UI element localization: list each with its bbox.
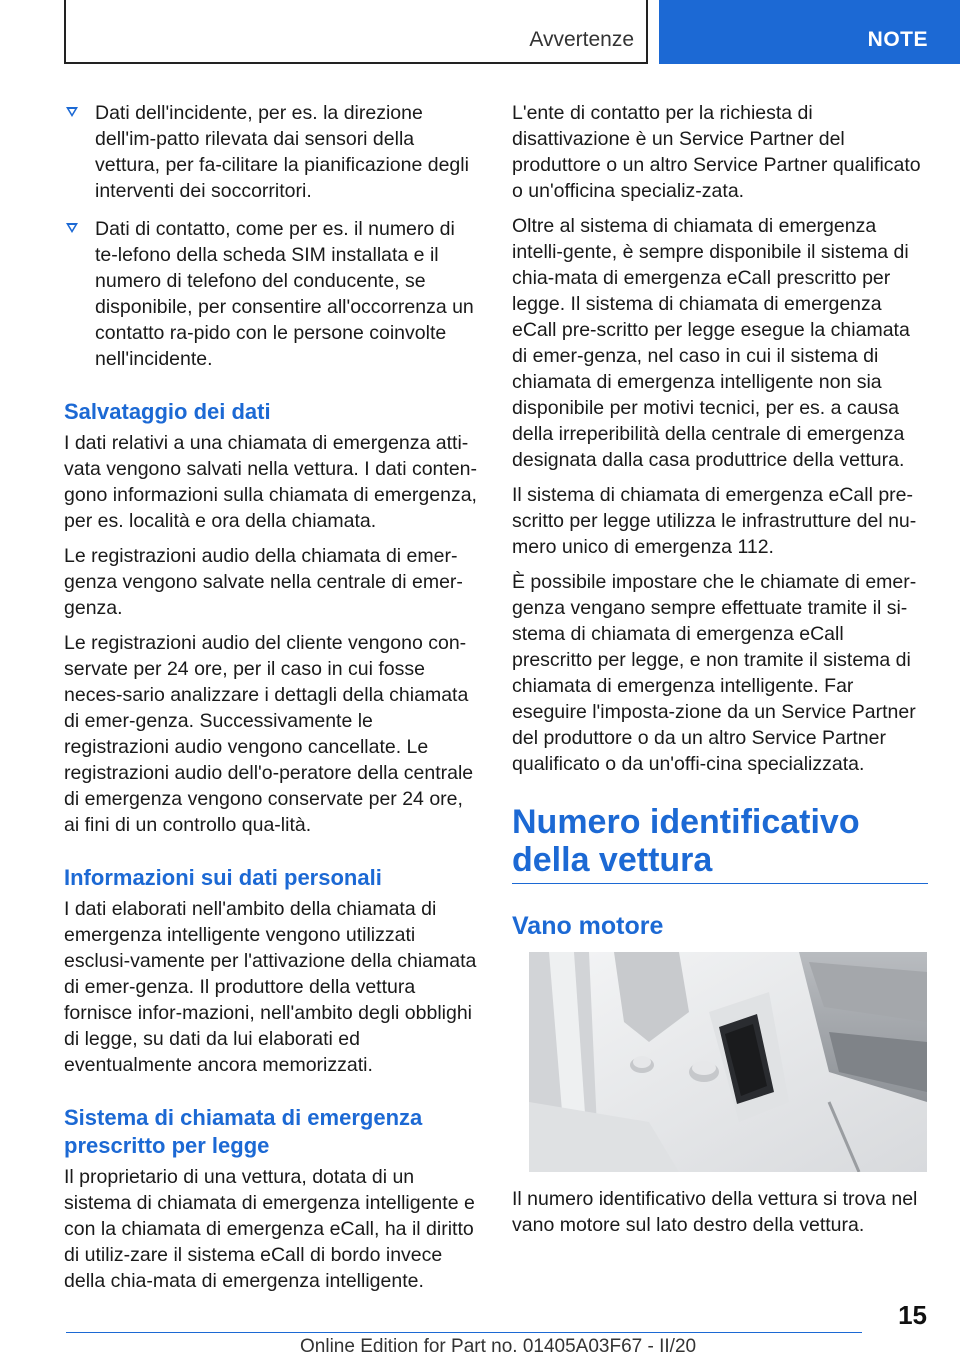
photo-caption: Il numero identificativo della vettura si trova nel vano motore sul lato destro della vettura. (512, 1188, 918, 1236)
bullet-triangle-icon (66, 223, 78, 233)
header-tab-label: NOTE (867, 28, 928, 51)
bullet-triangle-icon (66, 107, 78, 117)
left-column (64, 100, 478, 1303)
footer-divider (66, 1332, 862, 1333)
header-section-title: Avvertenze (529, 28, 634, 51)
engine-bay-photo (529, 952, 927, 1172)
list-item-text: Dati di contatto, come per es. il numero di te-lefono della scheda SIM installata e il numero di telefono del conducente, se disponibile, per consentire all'occorrenza un contatto ra-pido con le persone coinvolte nell'incidente. (95, 218, 474, 370)
heading-sistema: Sistema di chiamata di emergenza prescritto per legge (64, 1105, 423, 1158)
header-section-box (64, 0, 648, 64)
paragraph: Oltre al sistema di chiamata di emergenza intelli-gente, è sempre disponibile il sistema di chia-mata di emergenza eCall prescritto per legge. Il sistema di chiamata di emergenza eCall pre-scritto per legge esegue la chiamata di emer-genza, nel caso in cui il sistema di chiamata di emergenza intelligente non sia disponibile per motivi tecnici, per es. a causa della irreperibilità della centrale di emergenza designata dalla casa produttrice della vettura. (512, 215, 910, 471)
list-item (64, 216, 478, 372)
right-column (512, 100, 928, 1247)
page-number: 15 (898, 1300, 927, 1330)
heading-numero-identificativo: Numero identificativo della vettura (512, 803, 928, 884)
heading-salvataggio: Salvataggio dei dati (64, 399, 271, 424)
list-item (64, 100, 478, 204)
paragraph: Le registrazioni audio della chiamata di emer-genza vengono salvate nella centrale di emer-genza. (64, 545, 463, 619)
heading-informazioni: Informazioni sui dati personali (64, 865, 382, 890)
heading-vano-motore: Vano motore (512, 912, 664, 940)
paragraph: Il sistema di chiamata di emergenza eCall pre-scritto per legge utilizza le infrastrutture del nu-mero unico di emergenza 112. (512, 484, 917, 558)
paragraph: I dati relativi a una chiamata di emergenza atti-vata vengono salvati nella vettura. I dati conten-gono informazioni sulla chiamata di emergenza, per es. località e ora della chiamata. (64, 432, 478, 532)
footer-edition: Online Edition for Part no. 01405A03F67 - II/20 (300, 1336, 697, 1357)
header-tab-note[interactable] (659, 0, 960, 64)
paragraph: Le registrazioni audio del cliente vengono con-servate per 24 ore, per il caso in cui fosse neces-sario analizzare i dettagli della chiamata di emer-genza. Successivamente le registrazioni audio vengono cancellate. Le registrazioni audio dell'o-peratore della centrale di emergenza vengono conservate per 24 ore, ai fini di un controllo qua-lità. (64, 632, 474, 836)
paragraph: L'ente di contatto per la richiesta di disattivazione è un Service Partner del produttore o un altro Service Partner qualificato o un'officina specializ-zata. (512, 102, 921, 202)
list-item-text: Dati dell'incidente, per es. la direzione dell'im-patto rilevata dai sensori della vettura, per fa-cilitare la pianificazione degli interventi dei soccorritori. (95, 102, 469, 202)
paragraph: I dati elaborati nell'ambito della chiamata di emergenza intelligente vengono utilizzati esclusi-vamente per l'attivazione della chiamata di emer-genza. Il produttore della vettura fornisce infor-mazioni, nell'ambito degli obblighi di legge, su dati da lui elaborati ed eventualmente ancora memorizzati. (64, 898, 477, 1076)
paragraph: È possibile impostare che le chiamate di emer-genza vengano sempre effettuate tramite il si-stema di chiamata di emergenza eCall prescritto per legge, e non tramite il sistema di chiamata di emergenza intelligente. Far eseguire l'imposta-zione da un Service Partner del produttore o da un altro Service Partner qualificato o da un'offi-cina specializzata. (512, 571, 917, 775)
paragraph: Il proprietario di una vettura, dotata di un sistema di chiamata di emergenza intelligente e con la chiamata di emergenza eCall, ha il diritto di utiliz-zare il sistema eCall di bordo invece della chia-mata di emergenza intelligente. (64, 1166, 475, 1292)
